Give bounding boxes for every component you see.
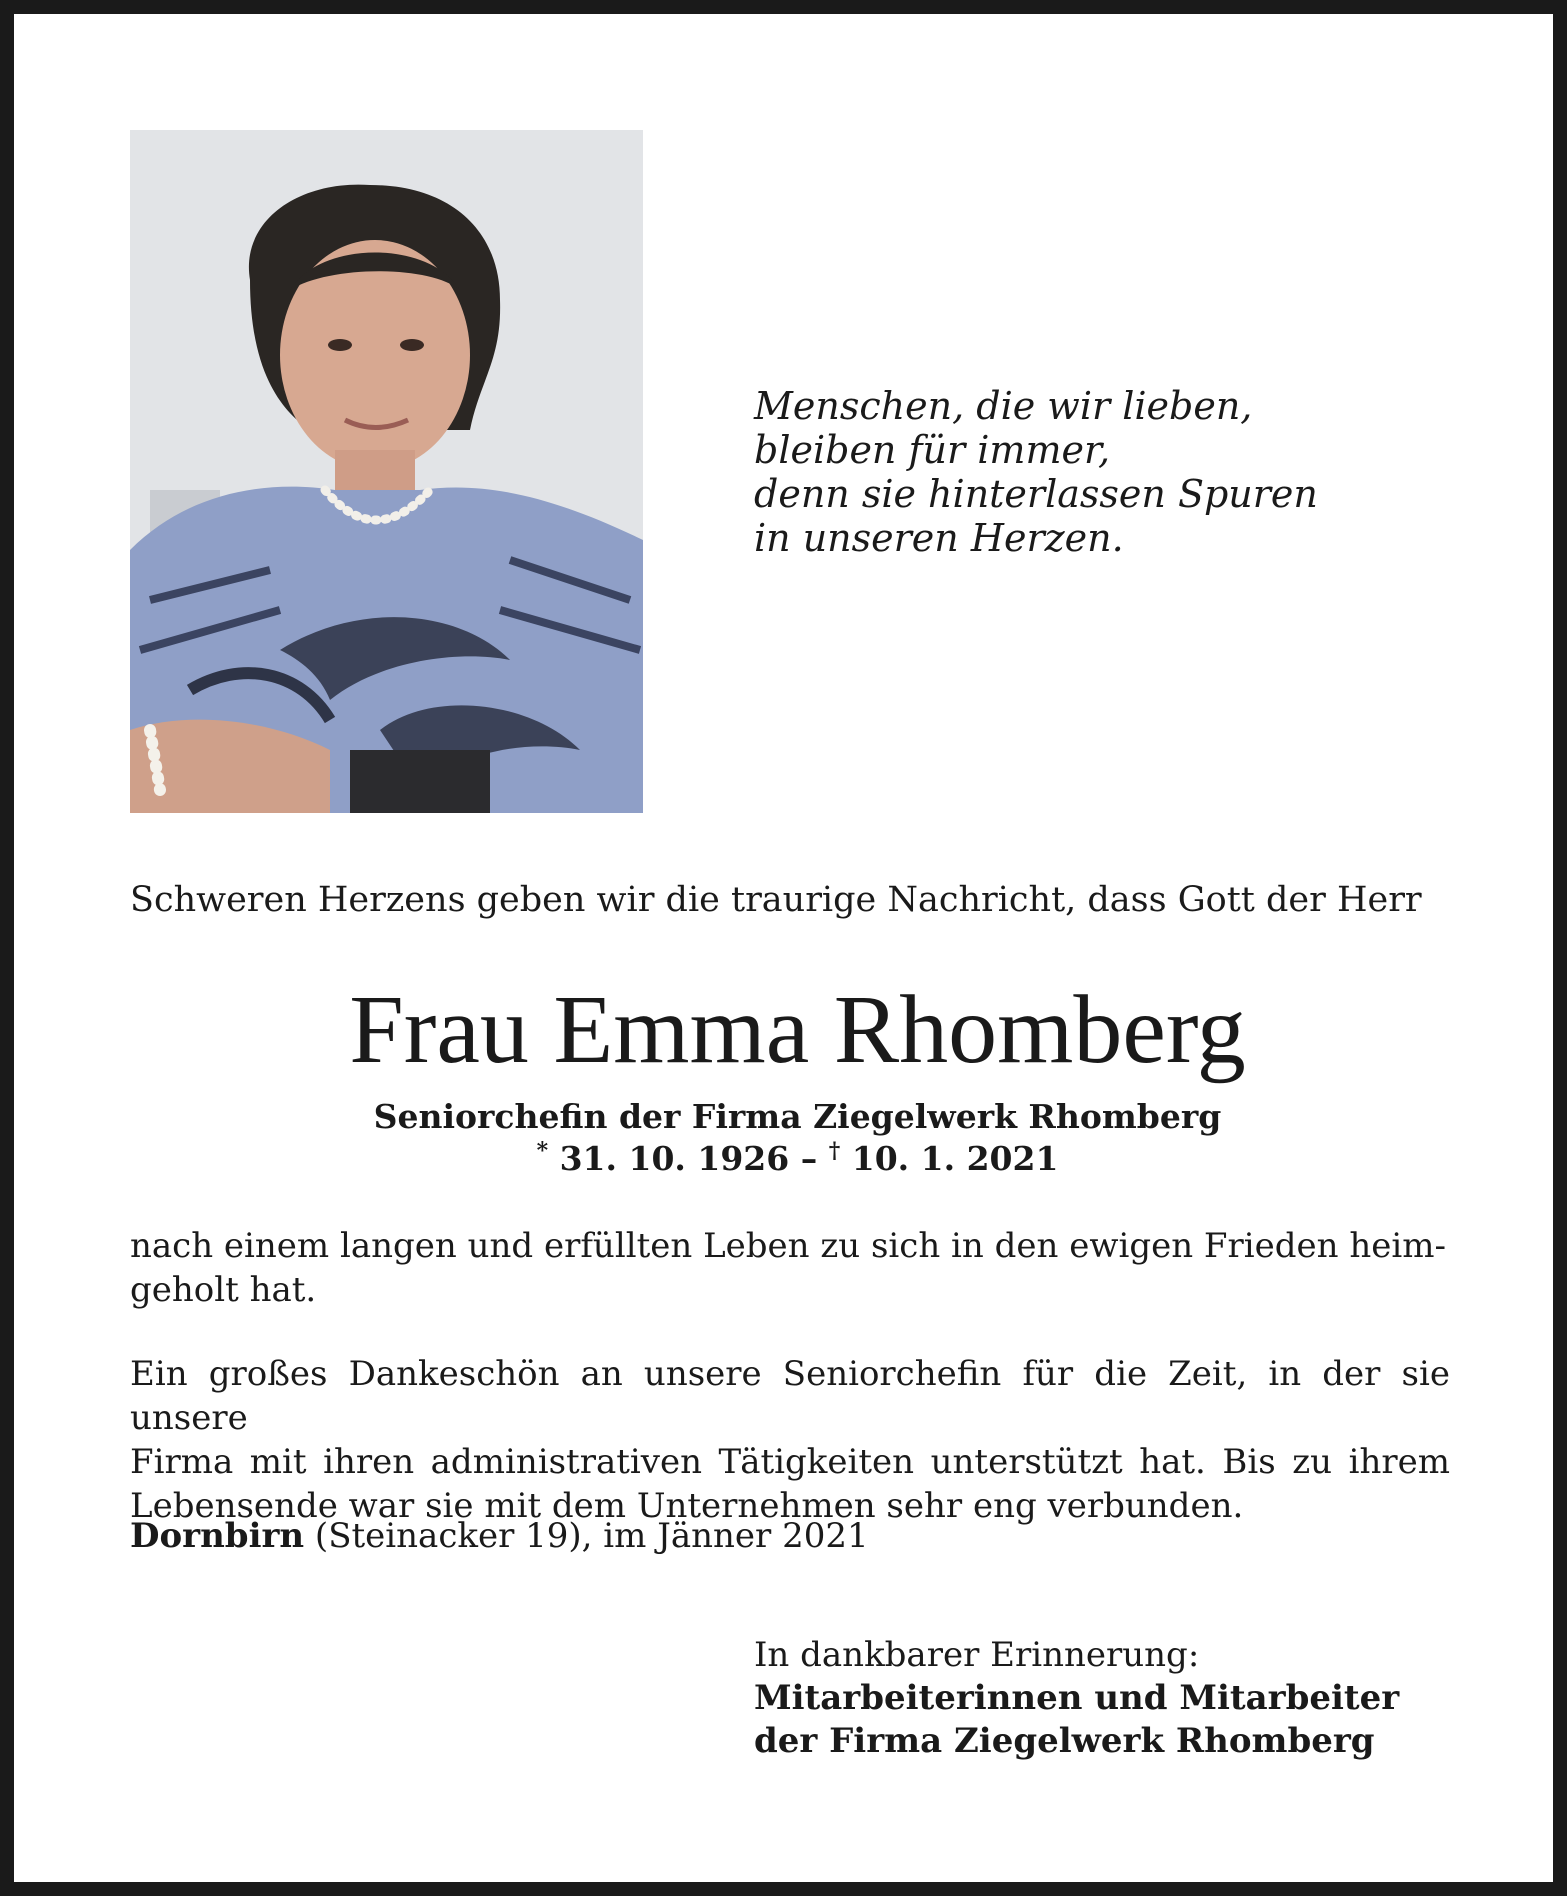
paragraph-line: Lebensende war sie mit dem Unternehmen sehr eng verbunden. [130,1486,1244,1526]
paragraph-line: Ein großes Dankeschön an unsere Seniorchefin für die Zeit, in der sie unsere [130,1354,1450,1438]
birth-date: 31. 10. 1926 [559,1139,790,1178]
signature-line: der Firma Ziegelwerk Rhomberg [754,1721,1375,1761]
life-dates [14,1138,1567,1180]
paragraph-line: Firma mit ihren administrativen Tätigkeiten unterstützt hat. Bis zu ihrem [130,1442,1450,1482]
quote-line: in unseren Herzen. [754,516,1124,560]
quote-line: bleiben für immer, [754,428,1111,472]
deceased-name: Frau Emma Rhomberg [349,976,1246,1084]
thanks-paragraph [130,1352,1450,1528]
signature-line: Mitarbeiterinnen und Mitarbeiter [754,1678,1400,1718]
place-city: Dornbirn [130,1516,305,1556]
memorial-quote [754,384,1318,560]
signature-intro: In dankbarer Erinnerung: [754,1635,1200,1675]
place-details: (Steinacker 19), im Jänner 2021 [304,1516,869,1556]
quote-line: Menschen, die wir lieben, [754,384,1253,428]
quote-line: denn sie hinterlassen Spuren [754,472,1318,516]
portrait-photo [130,130,643,813]
death-mark: † [828,1138,841,1164]
passing-paragraph [130,1224,1450,1312]
place-and-date [130,1514,869,1558]
portrait-illustration [130,130,643,813]
deceased-role: Seniorchefin der Firma Ziegelwerk Rhomberg [373,1097,1222,1136]
announcement-intro: Schweren Herzens geben wir die traurige Nachricht, dass Gott der Herr [130,880,1422,920]
paragraph-line: geholt hat. [130,1270,317,1310]
signature-block [754,1634,1399,1763]
birth-mark: * [536,1138,549,1164]
paragraph-line: nach einem langen und erfüllten Leben zu sich in den ewigen Frieden heim- [130,1226,1446,1266]
death-date: 10. 1. 2021 [851,1139,1059,1178]
date-separator: – [800,1139,818,1178]
